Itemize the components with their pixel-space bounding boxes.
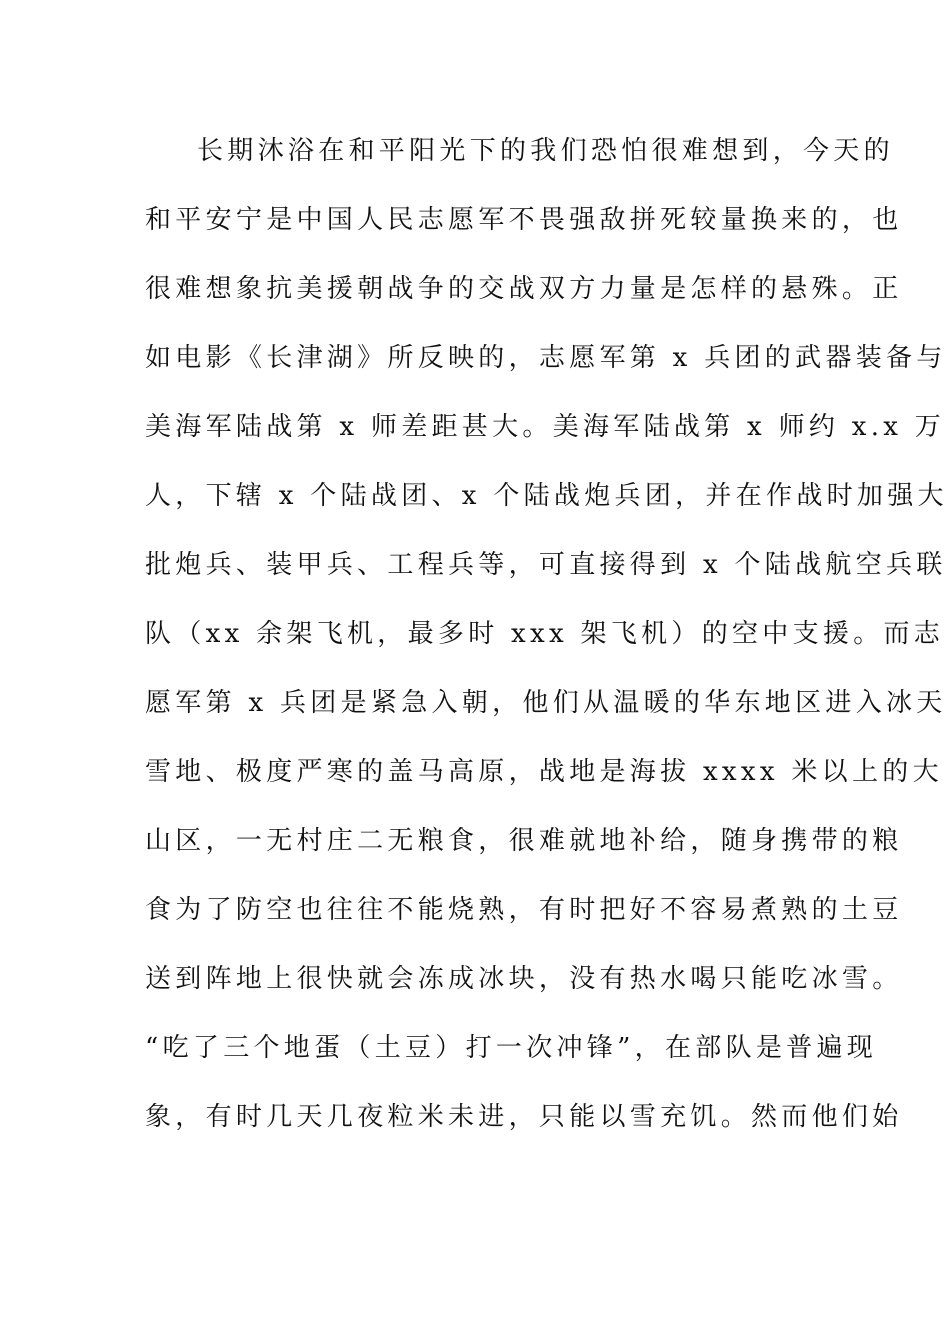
paragraph-line: 人，下辖 x 个陆战团、x 个陆战炮兵团，并在作战时加强大 [145, 481, 948, 511]
paragraph-line: 雪地、极度严寒的盖马高原，战地是海拔 xxxx 米以上的大 [145, 757, 943, 787]
paragraph-line: 食为了防空也往往不能烧熟，有时把好不容易煮熟的土豆 [145, 895, 903, 925]
paragraph-line: 很难想象抗美援朝战争的交战双方力量是怎样的悬殊。正 [145, 274, 903, 304]
paragraph-line: 象，有时几天几夜粒米未进，只能以雪充饥。然而他们始 [145, 1102, 903, 1132]
paragraph-line: 愿军第 x 兵团是紧急入朝，他们从温暖的华东地区进入冰天 [145, 688, 947, 718]
paragraph-line: 长期沐浴在和平阳光下的我们恐怕很难想到，今天的 [197, 136, 894, 166]
paragraph-line: 队（xx 余架飞机，最多时 xxx 架飞机）的空中支援。而志 [145, 619, 945, 649]
paragraph-line: 送到阵地上很快就会冻成冰块，没有热水喝只能吃冰雪。 [145, 964, 903, 994]
paragraph-line: “吃了三个地蛋（土豆）打一次冲锋”，在部队是普遍现 [145, 1033, 878, 1063]
paragraph-line: 山区，一无村庄二无粮食，很难就地补给，随身携带的粮 [145, 826, 903, 856]
paragraph-line: 如电影《长津湖》所反映的，志愿军第 x 兵团的武器装备与 [145, 343, 947, 373]
paragraph-line: 和平安宁是中国人民志愿军不畏强敌拼死较量换来的，也 [145, 205, 903, 235]
body-paragraph [145, 128, 948, 1163]
paragraph-line: 美海军陆战第 x 师差距甚大。美海军陆战第 x 师约 x.x 万 [145, 412, 946, 442]
paragraph-line: 批炮兵、装甲兵、工程兵等，可直接得到 x 个陆战航空兵联 [145, 550, 947, 580]
